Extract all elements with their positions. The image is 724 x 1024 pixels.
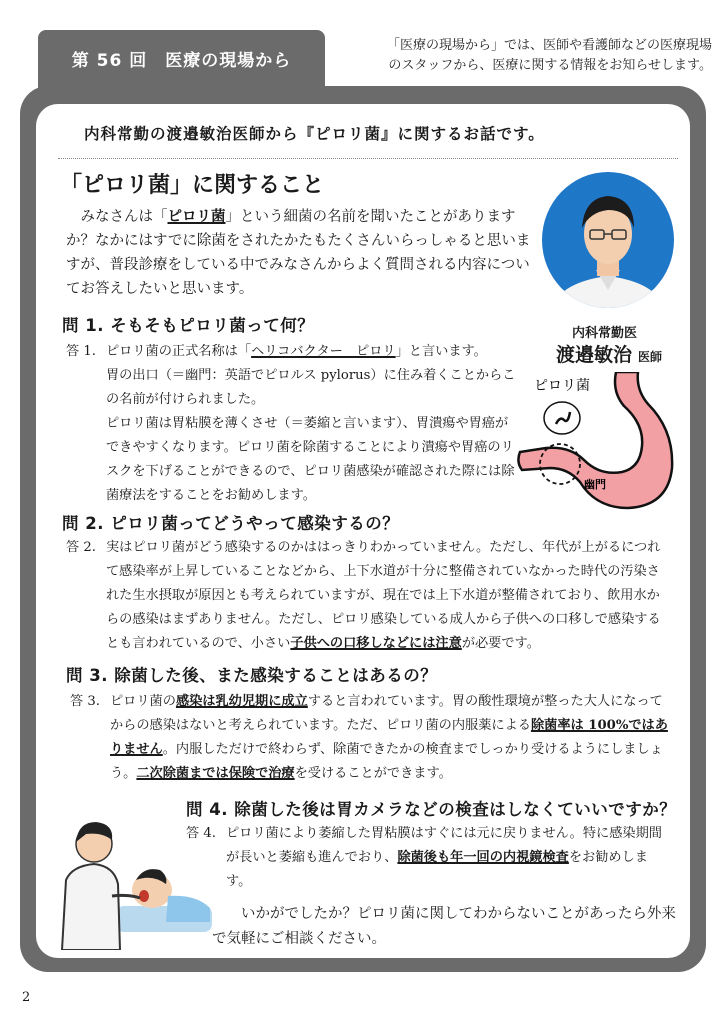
answer-2-text: [106, 536, 670, 656]
answer-2-post: が必要です。: [461, 636, 540, 651]
question-1: 問 1. そもそもピロリ菌って何？: [62, 316, 315, 335]
doctor-portrait: [540, 170, 676, 310]
answer-3-number: 答 3.: [70, 694, 100, 709]
answer-4-term: 除菌後も年一回の内視鏡検査: [397, 850, 569, 865]
intro-term: ピロリ菌: [167, 208, 226, 225]
answer-1-p2: 胃の出口（＝幽門：英語でピロルス pylorus）に住み着くことからこの名前が付けられました。: [106, 368, 516, 407]
endoscopy-illustration: [56, 810, 212, 950]
question-4: 問 4. 除菌した後は胃カメラなどの検査はしなくていいですか？: [186, 800, 677, 819]
patient-body: [166, 896, 210, 922]
doctor-coat: [62, 864, 120, 950]
answer-4-pre: ピロリ菌により萎縮した胃粘膜はすぐには元に戻りません。特に感染期間が長いと萎縮も進んでおり、: [226, 826, 662, 865]
section-title: 「ピロリ菌」に関すること: [60, 173, 325, 198]
answer-1: [66, 340, 516, 508]
series-description-line2: のスタッフから、医療に関する情報をお知らせします。: [388, 58, 712, 73]
intro-paragraph: [66, 205, 538, 301]
answer-2-pre: 実はピロリ菌がどう感染するのかははっきりわかっていません。ただし、年代が上がるにつれて感染率が上昇していることなどから、上下水道が十分に整備されていなかった時代の汚染された生水摂取が原因とも考えられていますが、現在では上下水道が整備されており、飲用水からの感染はまずありません。ただし、ピロリ感染している成人から子供への口移しで感染するとも言われているので、小さい: [106, 540, 661, 651]
answer-2-term: 子供への口移しなどには注意: [290, 636, 462, 651]
pylori-label: ピロリ菌: [534, 378, 590, 394]
answer-3-s1: ピロリ菌の: [110, 694, 176, 709]
doctor-name: [556, 340, 662, 367]
stomach-illustration: [512, 372, 680, 512]
answer-1-pre: ピロリ菌の正式名称は「: [106, 344, 252, 359]
answer-1-number: 答 1.: [66, 344, 96, 359]
dotted-divider: [58, 158, 678, 159]
question-3: 問 3. 除菌した後、また感染することはあるの？: [66, 666, 438, 685]
answer-1-p3: ピロリ菌は胃粘膜を薄くさせ（＝萎縮と言います）、胃潰瘍や胃癌ができやすくなります。ピロリ菌を除菌することにより潰瘍や胃癌のリスクを下げることができるので、ピロリ菌感染が確認された際には除菌療法をすることをお勧めします。: [106, 416, 515, 503]
series-description-line1: 「医療の現場から」では、医師や看護師などの医療現場: [386, 38, 712, 53]
answer-1-term: ヘリコバクター ピロリ: [251, 344, 396, 359]
answer-2: [66, 536, 670, 656]
closing-paragraph: いかがでしたか？ピロリ菌に関してわからないことがあったら外来で気軽にご相談ください。: [212, 906, 676, 947]
answer-3-t2: 除菌率は 100%ではありません: [110, 718, 668, 757]
answer-1-post: 」と言います。: [395, 344, 487, 359]
answer-3-t1: 感染は乳幼児期に成立: [175, 694, 308, 709]
answer-3: [70, 690, 670, 786]
answer-3-s2: すると言われています。胃の酸性環境が整った大人になってからの感染はないと考えられています。ただ、ピロリ菌の内服薬による: [110, 694, 663, 733]
doctor-name-text: 渡邉敏治: [556, 344, 633, 366]
page-number: 2: [22, 990, 31, 1005]
answer-4-number: 答 4.: [186, 826, 216, 841]
answer-1-p1: [106, 340, 516, 364]
question-2: 問 2. ピロリ菌ってどうやって感染するの？: [62, 514, 400, 533]
series-description: [332, 36, 712, 76]
answer-4-text: [226, 822, 670, 894]
intro-post: 」という細菌の名前を聞いたことがありますか？なかにはすでに除菌をされたかたもたくさんいらっしゃると思いますが、普段診療をしている中でみなさんからよく質問される内容についてお答えしたいと思います。: [66, 209, 531, 297]
pylorus-label: 幽門: [584, 478, 606, 491]
answer-3-s4: を受けることができます。: [294, 766, 452, 781]
intro-pre: みなさんは「: [80, 209, 168, 225]
series-tab: 第 56 回 医療の現場から: [38, 30, 325, 96]
doctor-title: 内科常勤医: [572, 326, 638, 341]
answer-3-t3: 二次除菌までは保険で治療: [136, 766, 295, 781]
doctor-suffix: 医師: [638, 350, 663, 364]
answer-3-s3: 。内服しただけで終わらず、除菌できたかの検査までしっかり受けるようにしましょう。: [110, 742, 663, 781]
answer-4: [186, 822, 670, 894]
answer-4-post: をお勧めします。: [226, 850, 648, 889]
answer-3-text: [110, 690, 670, 786]
intro-headline: 内科常勤の渡邉敏治医師から『ピロリ菌』に関するお話です。: [84, 125, 545, 143]
answer-2-number: 答 2.: [66, 540, 96, 555]
